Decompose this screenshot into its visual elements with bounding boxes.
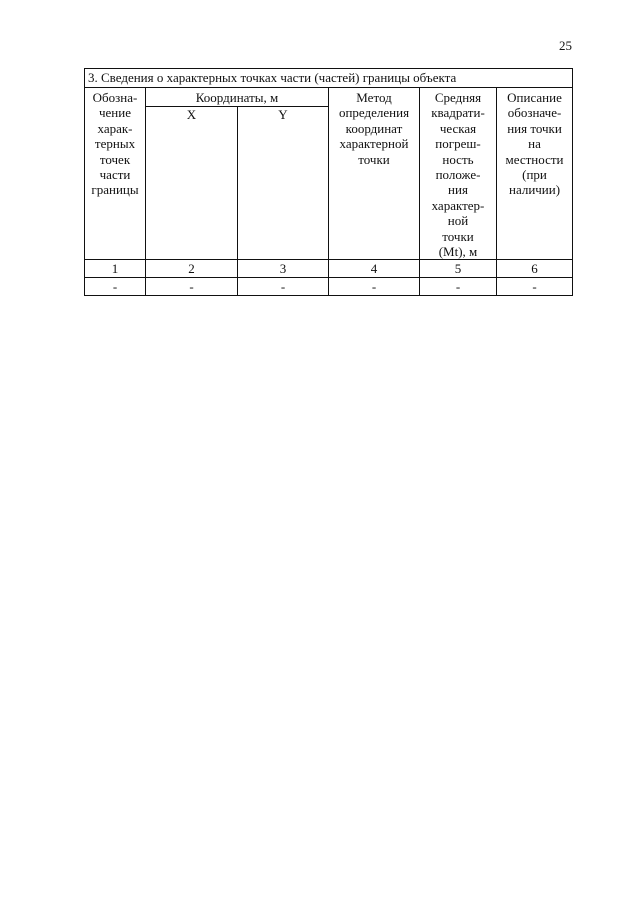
- column-number-row: [85, 260, 573, 278]
- header-x: X: [146, 107, 238, 260]
- table-cell: -: [420, 278, 497, 296]
- table-cell: -: [146, 278, 238, 296]
- header-y: Y: [238, 107, 329, 260]
- header-method: Метод определения координат характерной точки: [329, 88, 420, 260]
- table-cell: -: [497, 278, 573, 296]
- header-mean-square-error: Средняя квадрати- ческая погреш- ность положе- ния характер- ной точки (Mt), м: [420, 88, 497, 260]
- section-title: 3. Сведения о характерных точках части (частей) границы объекта: [85, 69, 573, 88]
- column-number: 2: [146, 260, 238, 278]
- column-number: 1: [85, 260, 146, 278]
- table-cell: -: [329, 278, 420, 296]
- column-number: 4: [329, 260, 420, 278]
- header-coordinates: Координаты, м: [146, 88, 329, 107]
- column-number: 3: [238, 260, 329, 278]
- column-number: 6: [497, 260, 573, 278]
- column-number: 5: [420, 260, 497, 278]
- boundary-points-table: [84, 68, 573, 296]
- header-description: Описание обозначе- ния точки на местности (при наличии): [497, 88, 573, 260]
- table-row: [85, 278, 573, 296]
- page-number: 25: [559, 38, 572, 53]
- header-designation: Обозна- чение харак- терных точек части границы: [85, 88, 146, 260]
- table-cell: -: [85, 278, 146, 296]
- table-cell: -: [238, 278, 329, 296]
